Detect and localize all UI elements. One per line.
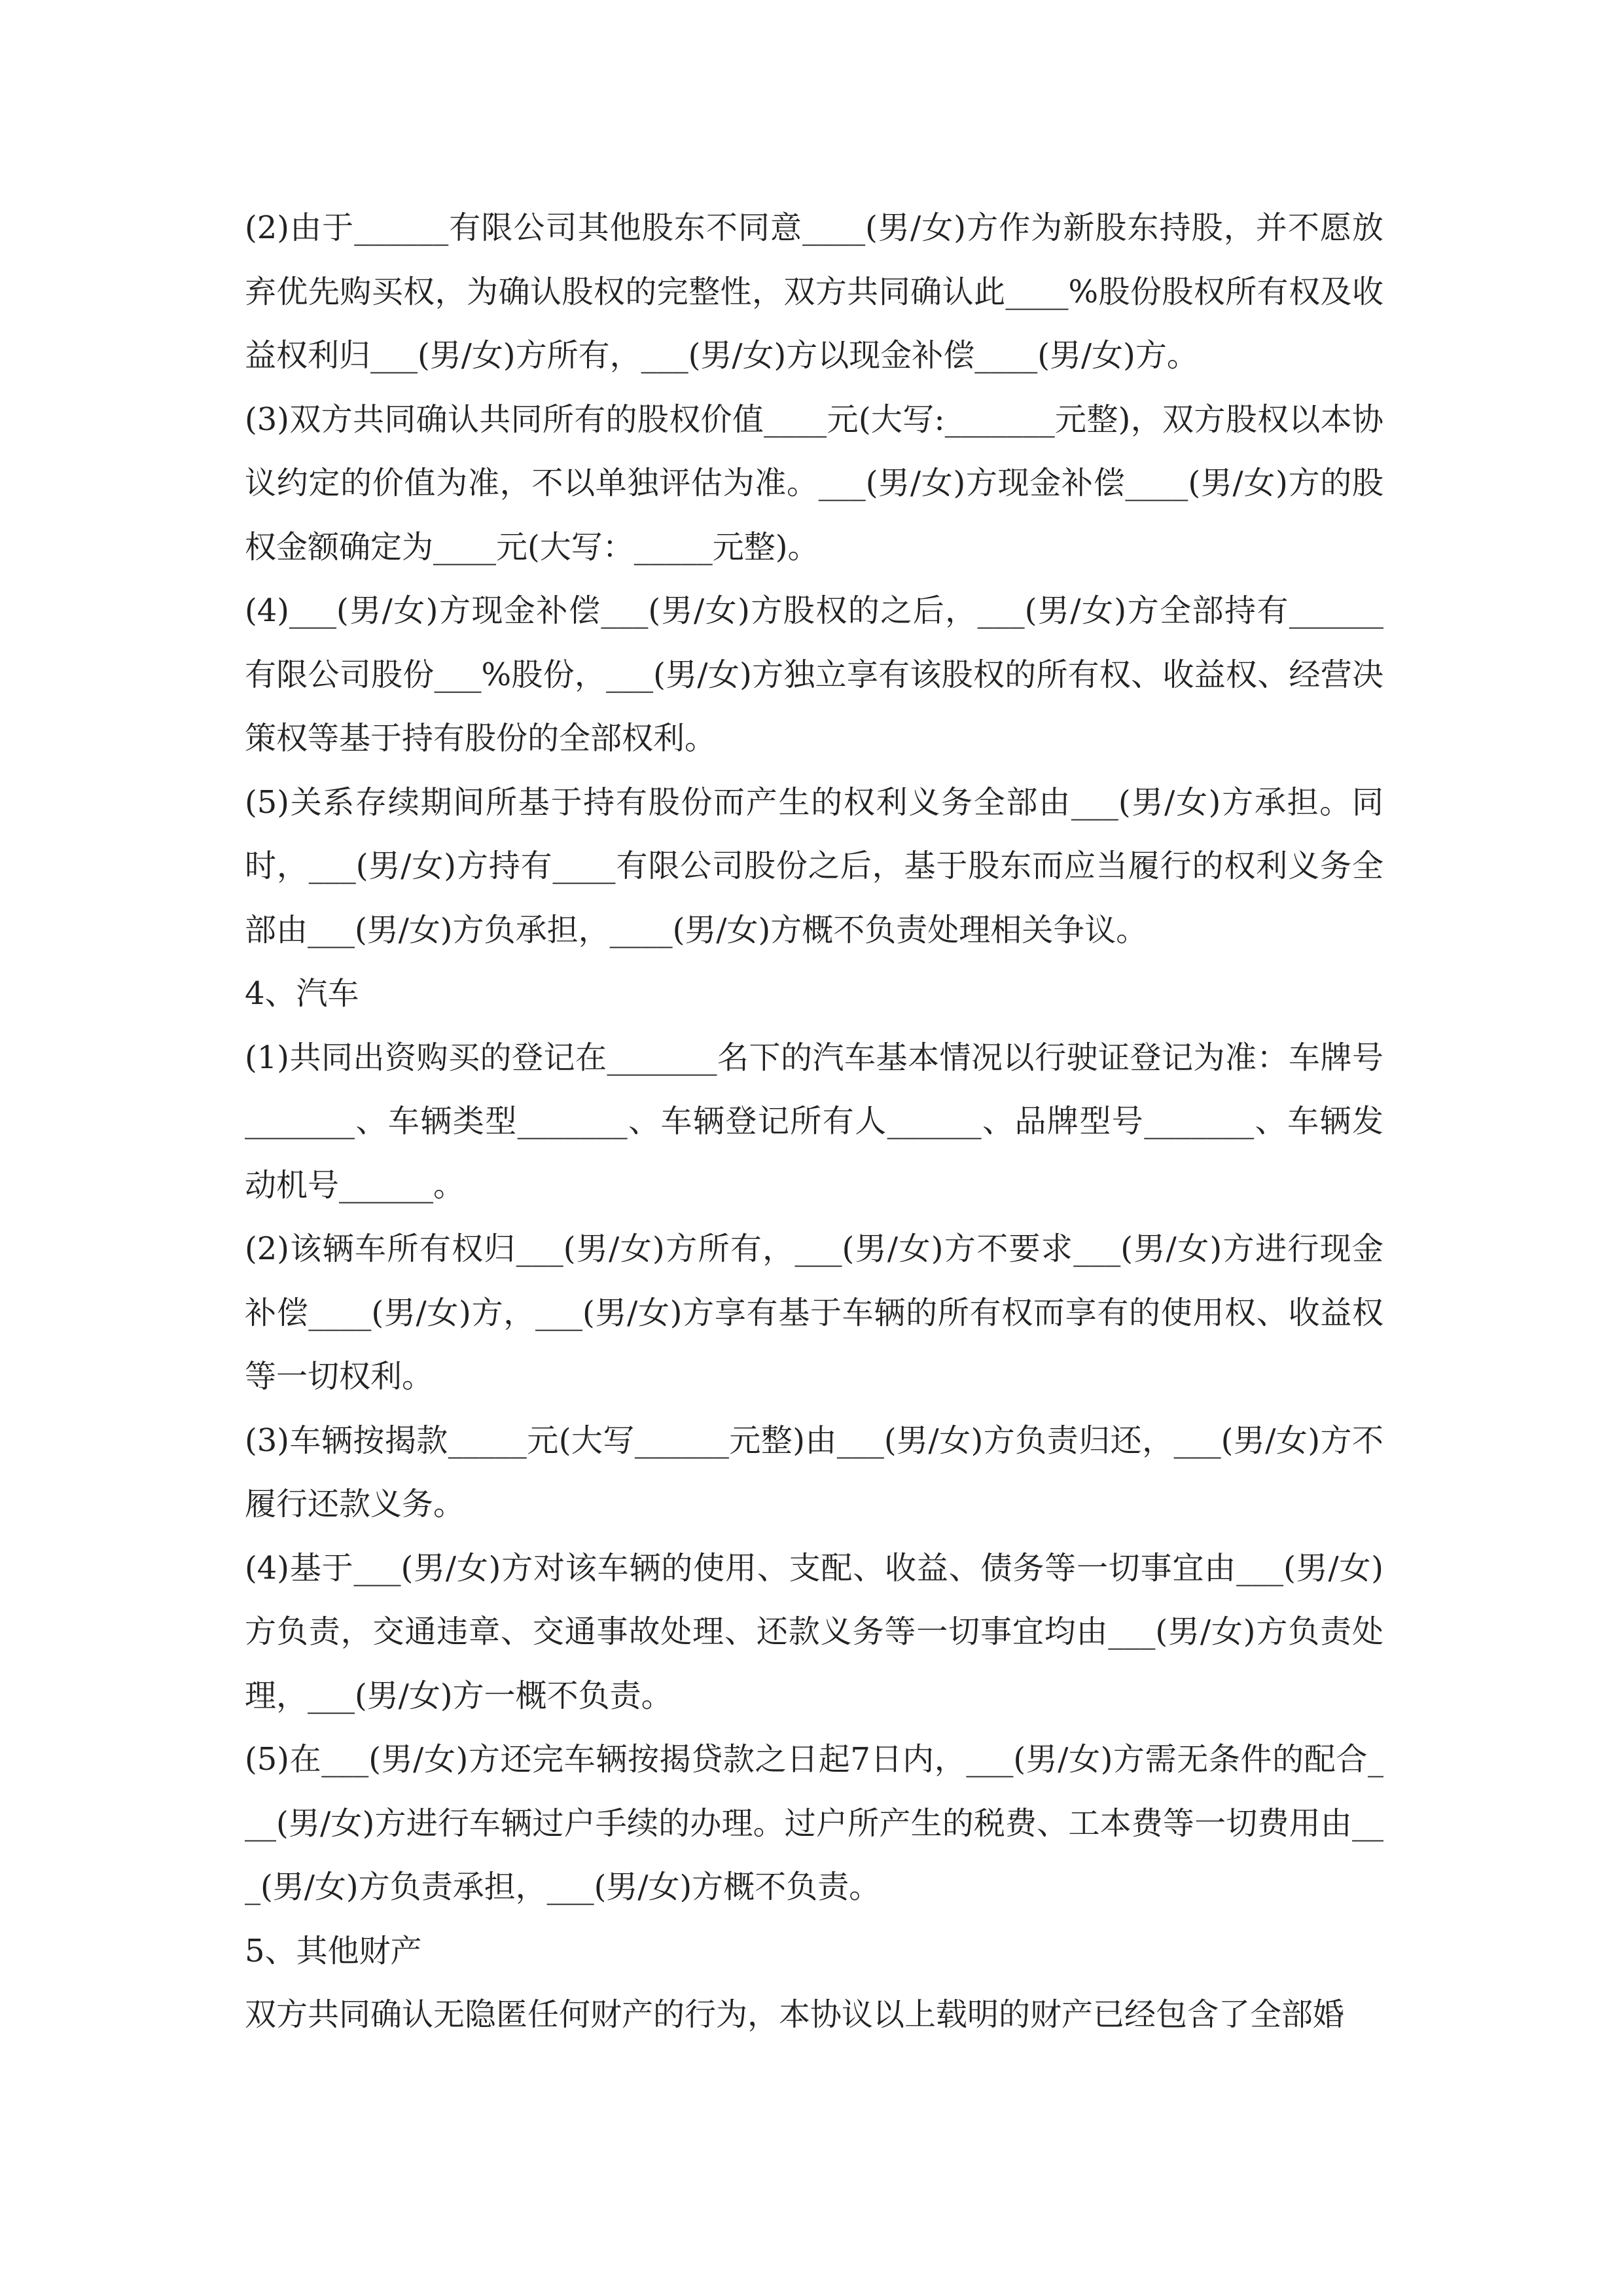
paragraph-other-property: 双方共同确认无隐匿任何财产的行为，本协议以上载明的财产已经包含了全部婚 [245,1996,1345,2033]
document-body [245,196,1383,2047]
paragraph-equity-5: (5)关系存续期间所基于持有股份而产生的权利义务全部由___(男/女)方承担。同时，___(男/女)方持有____有限公司股份之后，基于股东而应当履行的权利义务全部由___(男/女)方负承担，____(男/女)方概不负责处理相关争议。 [245,783,1383,948]
paragraph-equity-2: (2)由于______有限公司其他股东不同意____(男/女)方作为新股东持股，并不愿放弃优先购买权，为确认股权的完整性，双方共同确认此____%股份股权所有权及收益权利归___(男/女)方所有，___(男/女)方以现金补偿____(男/女)方。 [245,209,1383,374]
paragraph-car-1: (1)共同出资购买的登记在_______名下的汽车基本情况以行驶证登记为准：车牌号_______、车辆类型_______、车辆登记所有人______、品牌型号_______、车辆发动机号______。 [245,1039,1383,1204]
paragraph-car-2: (2)该辆车所有权归___(男/女)方所有，___(男/女)方不要求___(男/女)方进行现金补偿____(男/女)方，___(男/女)方享有基于车辆的所有权而享有的使用权、收益权等一切权利。 [245,1230,1383,1395]
paragraph-car-5: (5)在___(男/女)方还完车辆按揭贷款之日起7日内，___(男/女)方需无条件的配合___(男/女)方进行车辆过户手续的办理。过户所产生的税费、工本费等一切费用由___(男/女)方负责承担，___(男/女)方概不负责。 [245,1741,1383,1905]
paragraph-equity-3: (3)双方共同确认共同所有的股权价值____元(大写:_______元整)，双方股权以本协议约定的价值为准，不以单独评估为准。___(男/女)方现金补偿____(男/女)方的股权金额确定为____元(大写：_____元整)。 [245,401,1383,565]
paragraph-car-3: (3)车辆按揭款_____元(大写______元整)由___(男/女)方负责归还，___(男/女)方不履行还款义务。 [245,1422,1383,1522]
paragraph-equity-4: (4)___(男/女)方现金补偿___(男/女)方股权的之后，___(男/女)方全部持有______有限公司股份___%股份，___(男/女)方独立享有该股权的所有权、收益权、经营决策权等基于持有股份的全部权利。 [245,592,1383,757]
section-heading-car: 4、汽车 [245,975,359,1012]
paragraph-car-4: (4)基于___(男/女)方对该车辆的使用、支配、收益、债务等一切事宜由___(男/女)方负责，交通违章、交通事故处理、还款义务等一切事宜均由___(男/女)方负责处理，___(男/女)方一概不负责。 [245,1549,1383,1714]
section-heading-other-property: 5、其他财产 [245,1932,422,1969]
